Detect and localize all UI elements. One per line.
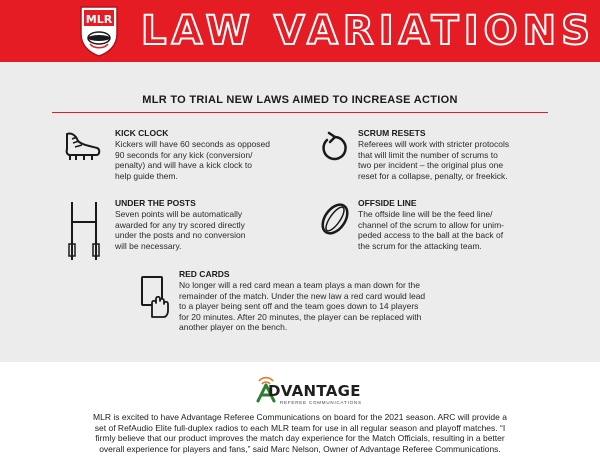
under-the-posts-title: UNDER THE POSTS bbox=[115, 198, 196, 208]
sponsor-description bbox=[50, 412, 550, 454]
scrum-resets-line: that will limit the number of scrums to bbox=[358, 149, 498, 160]
offside-line-text bbox=[358, 209, 504, 251]
sponsor-tagline: REFEREE COMMUNICATIONS bbox=[280, 400, 362, 405]
kick-clock-line: help guide them. bbox=[115, 170, 178, 181]
under-the-posts-text bbox=[115, 209, 245, 251]
kick-clock-title: KICK CLOCK bbox=[115, 128, 169, 138]
sponsor-name: DVANTAGE bbox=[268, 382, 361, 400]
red-cards-line: remainder of the match. Under the new law a red card would lead bbox=[179, 290, 426, 301]
rule-kick-clock bbox=[64, 128, 304, 188]
red-cards-line: No longer will a red card mean a team plays a man down for the bbox=[179, 280, 420, 290]
red-cards-title: RED CARDS bbox=[179, 269, 230, 279]
header-banner bbox=[0, 0, 600, 62]
scrum-resets-line: reset for a collapse, penalty, or freekick. bbox=[358, 170, 508, 181]
page-title: LAW VARIATIONS bbox=[141, 8, 595, 54]
kick-clock-line: penalty) and will have a kick clock to bbox=[115, 160, 253, 170]
offside-line-line: peded access to the ball at the back of bbox=[358, 230, 504, 240]
section-subtitle: MLR TO TRIAL NEW LAWS AIMED TO INCREASE ACTION bbox=[142, 94, 458, 106]
under-the-posts-line: under the posts and no conversion bbox=[115, 230, 246, 240]
red-cards-line: for 20 minutes. After 20 minutes, the player can be replaced with bbox=[179, 311, 422, 322]
offside-line-title: OFFSIDE LINE bbox=[358, 198, 417, 208]
red-cards-line: another player on the bench. bbox=[179, 322, 288, 332]
divider bbox=[52, 112, 548, 113]
offside-line-line: The offside line will be the feed line/ bbox=[358, 209, 493, 219]
rugby-boot-icon bbox=[64, 128, 102, 164]
under-the-posts-line: awarded for any try scored directly bbox=[115, 219, 245, 230]
red-cards-text bbox=[179, 280, 425, 333]
offside-line-line: channel of the scrum to allow for unim- bbox=[358, 219, 504, 230]
kick-clock-line: 90 seconds for any kick (conversion/ bbox=[115, 149, 253, 160]
svg-text:MLR: MLR bbox=[85, 13, 113, 26]
kick-clock-text bbox=[115, 139, 270, 181]
reset-arrow-icon bbox=[318, 130, 350, 164]
sponsor-line: MLR is excited to have Advantage Referee Communications on board for the 2021 season. ARC will provide a bbox=[93, 412, 507, 422]
rule-red-cards bbox=[140, 269, 460, 341]
rugby-ball-icon bbox=[318, 200, 352, 238]
rule-scrum-resets bbox=[318, 128, 558, 188]
mlr-logo bbox=[78, 4, 120, 58]
kick-clock-line: Kickers will have 60 seconds as opposed bbox=[115, 139, 270, 149]
red-card-hand-icon bbox=[140, 275, 174, 319]
offside-line-line: the scrum for the attacking team. bbox=[358, 240, 482, 251]
sponsor-line: set of RefAudio Elite full-duplex radios to each MLR team for use in all regular season and playoff matches. “I bbox=[94, 422, 506, 433]
red-cards-line: to a player being sent off and the team goes down to 14 players bbox=[179, 301, 419, 311]
under-the-posts-line: Seven points will be automatically bbox=[115, 209, 243, 219]
rule-offside-line bbox=[318, 198, 558, 258]
scrum-resets-line: Referees will work with stricter protocols bbox=[358, 139, 510, 149]
scrum-resets-text bbox=[358, 139, 509, 181]
goal-posts-icon bbox=[64, 200, 104, 262]
sponsor-line: overall experience for players and fans,” said Marc Nelson, Owner of Advantage Referee Communications. bbox=[99, 443, 501, 454]
scrum-resets-line: two per incident – the original plus one bbox=[358, 160, 504, 170]
rule-under-the-posts bbox=[64, 198, 304, 258]
sponsor-line: firmly believe that our product improves the match day experience for the Match Officials, resulting in a better bbox=[95, 433, 505, 443]
under-the-posts-line: will be necessary. bbox=[115, 240, 182, 251]
scrum-resets-title: SCRUM RESETS bbox=[358, 128, 426, 138]
